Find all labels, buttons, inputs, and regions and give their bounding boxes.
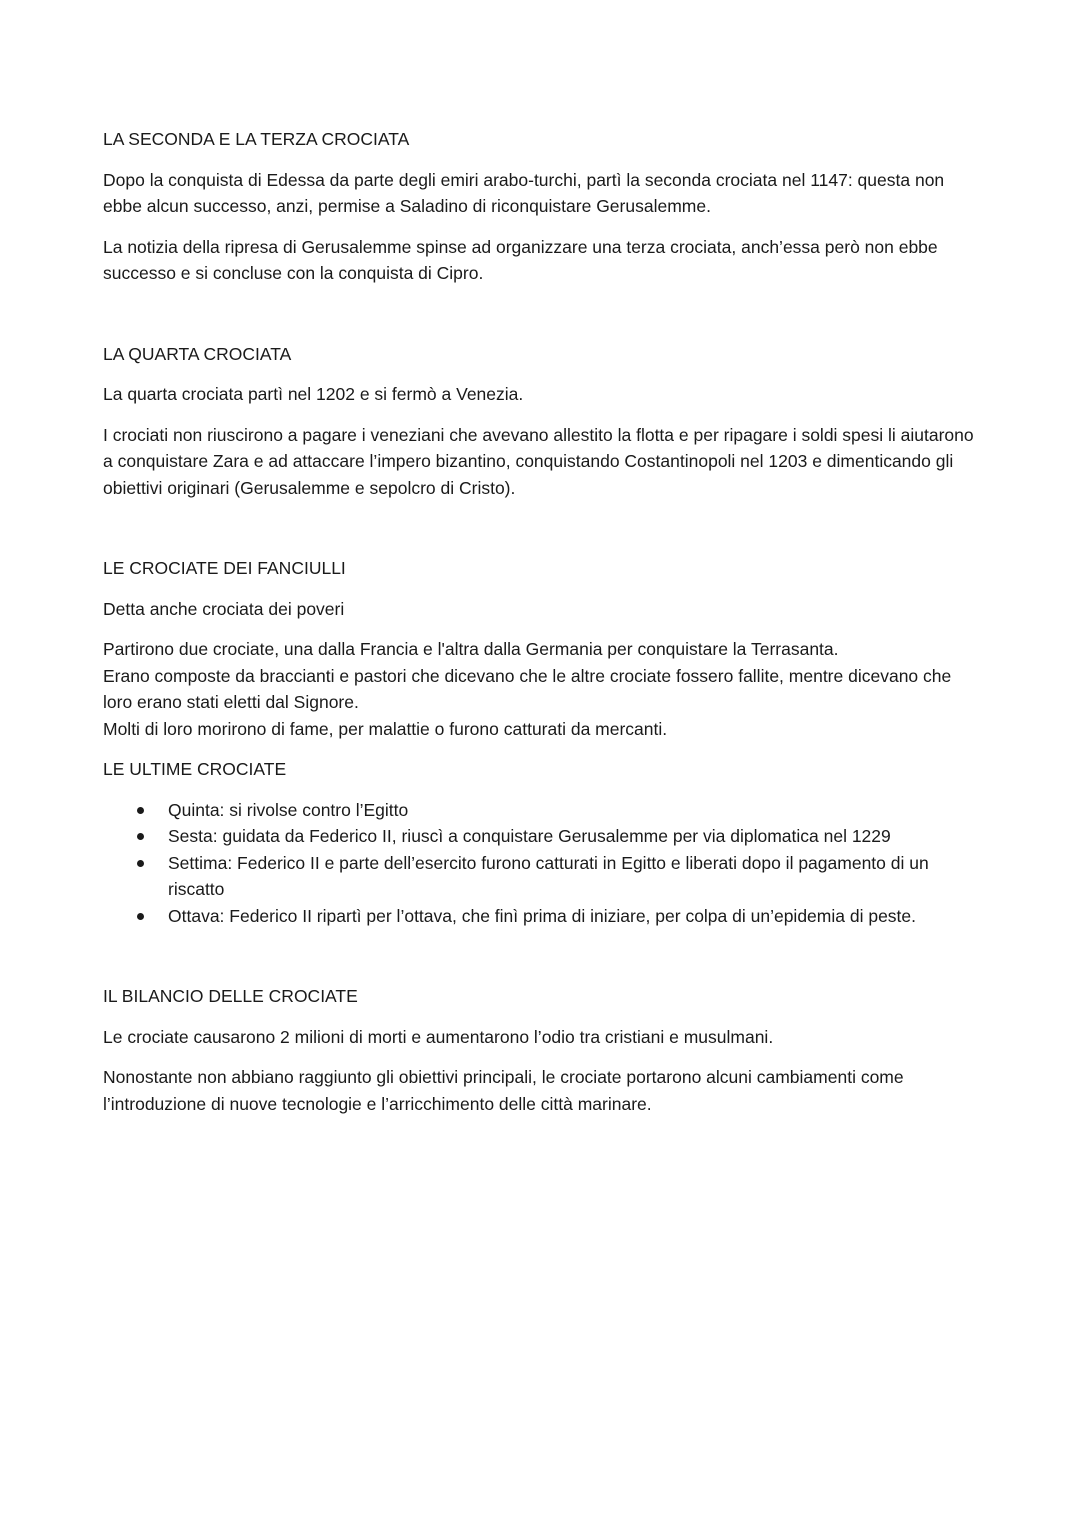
paragraph: Erano composte da braccianti e pastori che dicevano che le altre crociate fossero fallite, mentre dicevano che loro erano stati eletti dal Signore. [103,665,952,712]
list-item-text: Quinta: si rivolse contro l’Egitto [168,799,409,820]
list-item [103,823,983,850]
paragraph: Dopo la conquista di Edessa da parte degli emiri arabo-turchi, partì la seconda crociata nel 1147: questa non ebbe alcun successo, anzi, permise a Saladino di riconquistare Gerusalemme. [103,169,945,216]
section-title: LA SECONDA E LA TERZA CROCIATA [103,129,410,149]
list-item-text: Ottava: Federico II ripartì per l’ottava, che finì prima di iniziare, per colpa di un’epidemia di peste. [168,905,917,926]
paragraph: I crociati non riuscirono a pagare i veneziani che avevano allestito la flotta e per ripagare i soldi spesi li aiutarono a conquistare Zara e ad attaccare l’impero bizantino, conquistando Costantinopoli nel 1203 e dimenticando gli obiettivi originari (Gerusalemme e sepolcro di Cristo). [103,424,974,498]
bullet-icon [137,860,144,867]
section-title: IL BILANCIO DELLE CROCIATE [103,986,358,1006]
section-crociate-dei-fanciulli [103,555,983,742]
section-title: LE ULTIME CROCIATE [103,759,287,779]
paragraph: Detta anche crociata dei poveri [103,598,345,619]
section-ultime-crociate [103,756,983,929]
section-title: LE CROCIATE DEI FANCIULLI [103,558,346,578]
bullet-list [103,797,983,930]
section-quarta-crociata [103,341,983,502]
section-seconda-terza-crociata [103,126,983,287]
paragraph: Partirono due crociate, una dalla Francia e l'altra dalla Germania per conquistare la Terrasanta. [103,639,839,659]
paragraph: Molti di loro morirono di fame, per malattie o furono catturati da mercanti. [103,718,668,739]
list-item [103,797,983,824]
paragraph: La notizia della ripresa di Gerusalemme spinse ad organizzare una terza crociata, anch’essa però non ebbe successo e si concluse con la conquista di Cipro. [103,236,938,283]
bullet-icon [137,913,144,920]
paragraph: La quarta crociata partì nel 1202 e si fermò a Venezia. [103,384,524,404]
list-item [103,903,983,930]
list-item-text: Settima: Federico II e parte dell’esercito furono catturati in Egitto e liberati dopo il pagamento di un riscatto [168,852,929,899]
document-page [103,126,983,1117]
paragraph: Le crociate causarono 2 milioni di morti e aumentarono l’odio tra cristiani e musulmani. [103,1026,774,1047]
list-item-text: Sesta: guidata da Federico II, riuscì a conquistare Gerusalemme per via diplomatica nel 1229 [168,826,891,846]
bullet-icon [137,807,144,814]
bullet-icon [137,833,144,840]
section-bilancio-delle-crociate [103,983,983,1117]
paragraph: Nonostante non abbiano raggiunto gli obiettivi principali, le crociate portarono alcuni cambiamenti come l’introduzione di nuove tecnologie e l’arricchimento delle città marinare. [103,1067,904,1114]
section-title: LA QUARTA CROCIATA [103,343,292,364]
list-item [103,850,983,903]
